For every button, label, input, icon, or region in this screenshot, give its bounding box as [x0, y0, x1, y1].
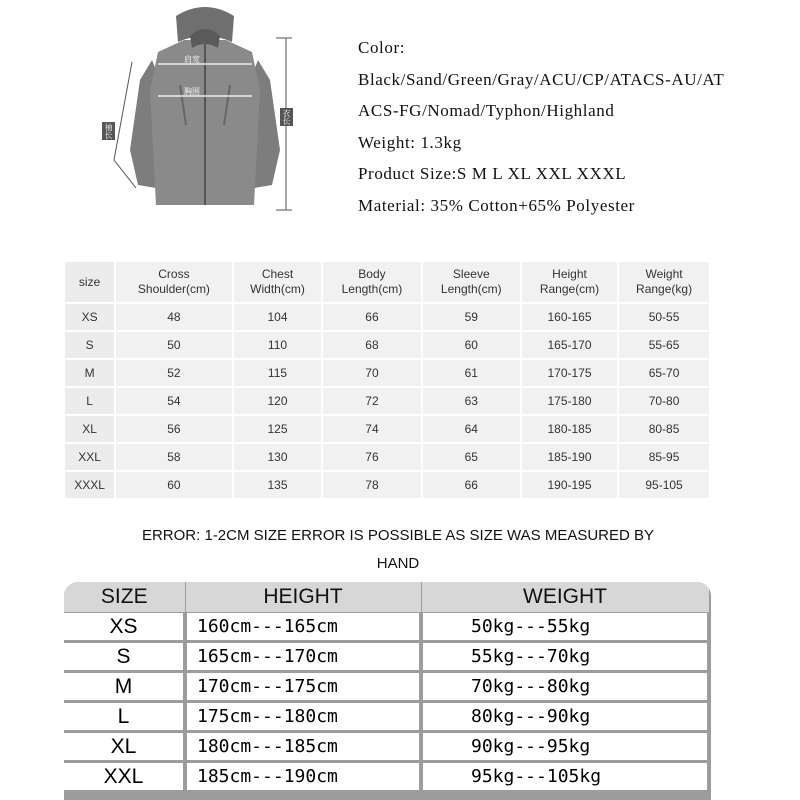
cell: 54 — [116, 388, 231, 414]
cell: 190-195 — [522, 472, 617, 498]
guide-height: 180cm---185cm — [185, 732, 421, 762]
cell: 63 — [423, 388, 520, 414]
color-options-line1: Black/Sand/Green/Gray/ACU/CP/ATACS-AU/AT — [358, 69, 725, 89]
cell: 80-85 — [619, 416, 709, 442]
table-header-row — [65, 262, 709, 302]
table-row — [65, 388, 709, 414]
table-row — [65, 304, 709, 330]
size-guide-table — [64, 582, 711, 793]
size-measurement-table — [63, 260, 711, 500]
cell: 66 — [423, 472, 520, 498]
jacket-illustration — [100, 0, 310, 225]
guide-weight: 55kg---70kg — [421, 642, 709, 672]
header-sleeve-length: Sleeve Length(cm) — [423, 262, 520, 302]
header-size: size — [65, 262, 114, 302]
cell: 76 — [323, 444, 420, 470]
table-row — [65, 472, 709, 498]
cell: 74 — [323, 416, 420, 442]
chest-label: 胸围 — [184, 87, 200, 96]
cell: 180-185 — [522, 416, 617, 442]
guide-row — [64, 672, 709, 702]
cell: 50-55 — [619, 304, 709, 330]
guide-size: XXL — [64, 762, 185, 792]
cell-size: XL — [65, 416, 114, 442]
guide-size: M — [64, 672, 185, 702]
error-note-line2: HAND — [376, 555, 420, 572]
cell: 58 — [116, 444, 231, 470]
cell: 104 — [234, 304, 322, 330]
cell: 185-190 — [522, 444, 617, 470]
guide-height: 165cm---170cm — [185, 642, 421, 672]
cell: 61 — [423, 360, 520, 386]
material-spec: Material: 35% Cotton+65% Polyester — [358, 195, 635, 215]
cell: 170-175 — [522, 360, 617, 386]
cell: 60 — [423, 332, 520, 358]
color-label: Color: — [358, 38, 406, 57]
cell-size: L — [65, 388, 114, 414]
cell: 48 — [116, 304, 231, 330]
guide-size: XL — [64, 732, 185, 762]
cell: 55-65 — [619, 332, 709, 358]
cell: 160-165 — [522, 304, 617, 330]
header-height-range: Height Range(cm) — [522, 262, 617, 302]
product-size-spec: Product Size:S M L XL XXL XXXL — [358, 164, 627, 183]
cell-size: XS — [65, 304, 114, 330]
cell: 165-170 — [522, 332, 617, 358]
cell: 60 — [116, 472, 231, 498]
cell: 52 — [116, 360, 231, 386]
guide-header-weight: WEIGHT — [421, 582, 709, 613]
cell: 78 — [323, 472, 420, 498]
guide-size: S — [64, 642, 185, 672]
cell: 125 — [234, 416, 322, 442]
error-note-line1: ERROR: 1-2CM SIZE ERROR IS POSSIBLE AS SIZE WAS MEASURED BY — [141, 527, 655, 544]
size-guide-panel — [64, 582, 711, 800]
cell: 65-70 — [619, 360, 709, 386]
cell: 59 — [423, 304, 520, 330]
cell-size: XXL — [65, 444, 114, 470]
length-label: 衣长 — [282, 109, 291, 125]
shoulder-label: 肩宽 — [184, 55, 200, 64]
cell: 50 — [116, 332, 231, 358]
cell: 72 — [323, 388, 420, 414]
size-error-note — [60, 522, 736, 578]
header-weight-range: Weight Range(kg) — [619, 262, 709, 302]
cell: 95-105 — [619, 472, 709, 498]
cell: 70 — [323, 360, 420, 386]
guide-weight: 80kg---90kg — [421, 702, 709, 732]
weight-spec: Weight: 1.3kg — [358, 132, 462, 152]
cell: 64 — [423, 416, 520, 442]
guide-weight: 50kg---55kg — [421, 613, 709, 642]
cell: 110 — [234, 332, 322, 358]
guide-header-size: SIZE — [64, 582, 185, 613]
header-cross-shoulder: Cross Shoulder(cm) — [116, 262, 231, 302]
cell: 115 — [234, 360, 322, 386]
guide-header-row — [64, 582, 709, 613]
guide-row — [64, 732, 709, 762]
sleeve-label: 袖长 — [104, 123, 113, 139]
cell: 85-95 — [619, 444, 709, 470]
cell: 66 — [323, 304, 420, 330]
guide-height: 175cm---180cm — [185, 702, 421, 732]
cell: 65 — [423, 444, 520, 470]
guide-row — [64, 642, 709, 672]
guide-weight: 70kg---80kg — [421, 672, 709, 702]
guide-height: 170cm---175cm — [185, 672, 421, 702]
table-row — [65, 444, 709, 470]
product-specs — [358, 32, 788, 221]
table-row — [65, 416, 709, 442]
guide-size: L — [64, 702, 185, 732]
cell: 56 — [116, 416, 231, 442]
guide-row — [64, 762, 709, 792]
guide-row — [64, 702, 709, 732]
cell-size: M — [65, 360, 114, 386]
cell: 175-180 — [522, 388, 617, 414]
guide-weight: 90kg---95kg — [421, 732, 709, 762]
guide-row — [64, 613, 709, 642]
color-options-line2: ACS-FG/Nomad/Typhon/Highland — [358, 101, 615, 120]
guide-height: 185cm---190cm — [185, 762, 421, 792]
cell: 135 — [234, 472, 322, 498]
guide-header-height: HEIGHT — [185, 582, 421, 613]
guide-size: XS — [64, 613, 185, 642]
header-body-length: Body Length(cm) — [323, 262, 420, 302]
cell: 68 — [323, 332, 420, 358]
cell-size: XXXL — [65, 472, 114, 498]
cell-size: S — [65, 332, 114, 358]
cell: 130 — [234, 444, 322, 470]
guide-height: 160cm---165cm — [185, 613, 421, 642]
table-row — [65, 332, 709, 358]
table-row — [65, 360, 709, 386]
guide-weight: 95kg---105kg — [421, 762, 709, 792]
cell: 70-80 — [619, 388, 709, 414]
header-chest-width: Chest Width(cm) — [234, 262, 322, 302]
cell: 120 — [234, 388, 322, 414]
